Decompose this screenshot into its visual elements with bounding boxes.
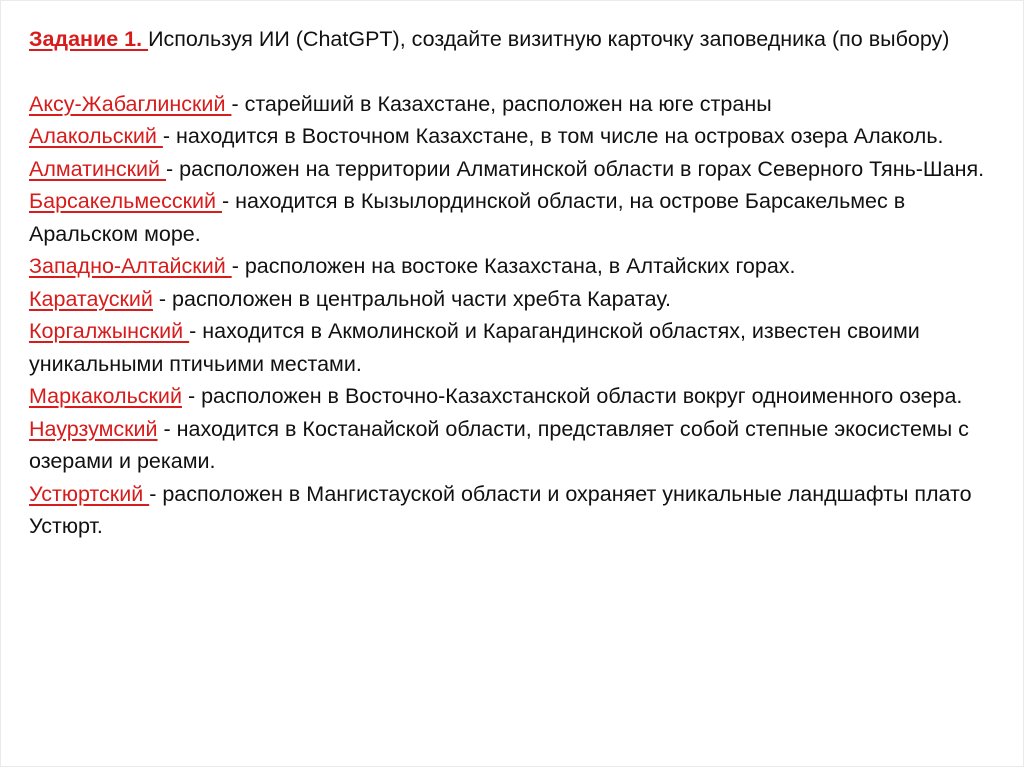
task-text: Используя ИИ (ChatGPT), создайте визитную карточку заповедника (по выбору) xyxy=(148,27,950,51)
reserve-description: - расположен на востоке Казахстана, в Алтайских горах. xyxy=(231,254,796,278)
slide-content xyxy=(29,23,997,543)
reserve-description: - находится в Костанайской области, представляет собой степные экосистемы с озерами и реками. xyxy=(29,416,969,473)
reserve-name[interactable]: Алакольский xyxy=(29,124,163,148)
reserve-item-almaty xyxy=(29,153,997,186)
reserve-name[interactable]: Наурзумский xyxy=(29,416,158,441)
reserve-description: - расположен на территории Алматинской области в горах Северного Тянь-Шаня. xyxy=(166,156,985,181)
reserve-description: - старейший в Казахстане, расположен на юге страны xyxy=(231,91,772,116)
reserve-item-alakol xyxy=(29,120,997,153)
reserve-item-aksu-zhabagly xyxy=(29,88,997,121)
reserve-description: - расположен в Мангистауской области и охраняет уникальные ландшафты плато Устюрт. xyxy=(29,481,972,538)
reserve-name[interactable]: Аксу-Жабаглинский xyxy=(29,91,232,116)
reserve-description: - находится в Кызылординской области, на острове Барсакельмес в Аральском море. xyxy=(29,189,906,246)
reserve-item-barsakelmes xyxy=(29,185,997,250)
reserve-description: - находится в Акмолинской и Карагандинской областях, известен своими уникальными птичьими местами. xyxy=(29,319,920,376)
reserve-name[interactable]: Устюртский xyxy=(29,481,150,506)
reserve-name[interactable]: Алматинский xyxy=(29,156,167,181)
reserve-description: - расположен в Восточно-Казахстанской области вокруг одноименного озера. xyxy=(181,384,963,408)
reserve-item-ustyurt xyxy=(29,478,997,543)
reserve-description: - находится в Восточном Казахстане, в том числе на островах озера Алаколь. xyxy=(162,124,944,148)
task-paragraph xyxy=(29,23,997,56)
reserve-item-naurzum xyxy=(29,413,997,478)
reserve-name[interactable]: Западно-Алтайский xyxy=(29,254,232,278)
task-label: Задание 1. xyxy=(29,27,149,51)
reserve-name[interactable]: Маркакольский xyxy=(29,384,182,408)
reserve-name[interactable]: Барсакельмесский xyxy=(29,189,223,213)
reserve-item-karatau xyxy=(29,283,997,316)
reserve-name[interactable]: Коргалжынский xyxy=(29,319,190,343)
reserve-item-markakol xyxy=(29,380,997,413)
reserve-item-korgalzhyn xyxy=(29,315,997,380)
reserve-description: - расположен в центральной части хребта Каратау. xyxy=(152,286,671,311)
reserve-item-west-altai xyxy=(29,250,997,283)
reserve-name[interactable]: Каратауский xyxy=(29,286,153,311)
